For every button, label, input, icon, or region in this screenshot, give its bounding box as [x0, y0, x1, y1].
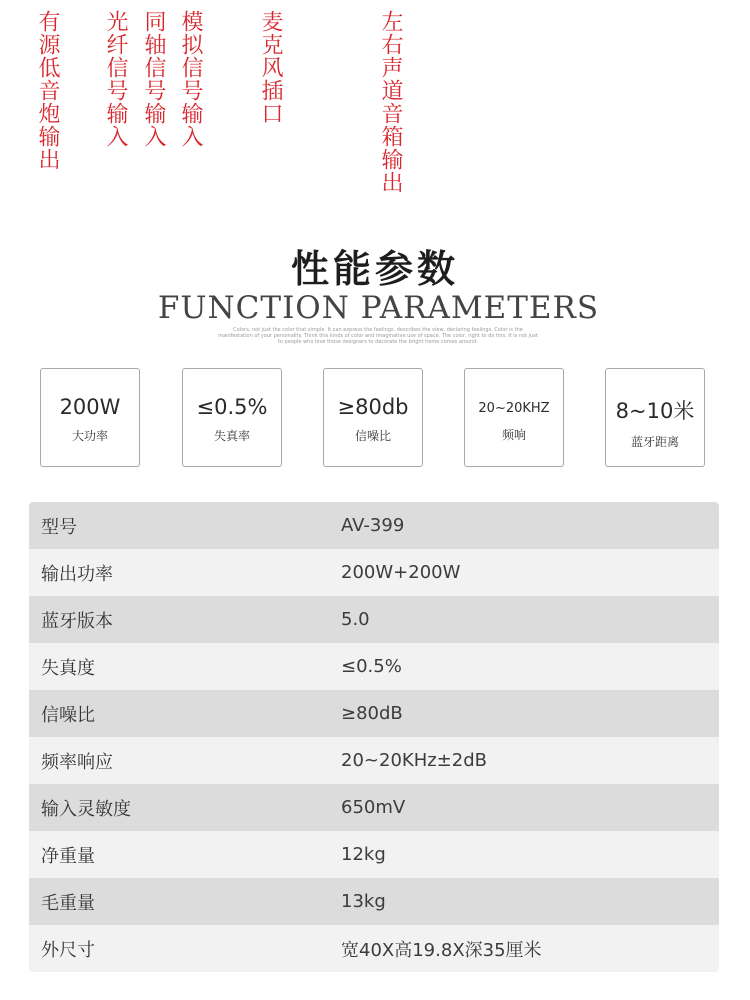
spec-value: 宽40X高19.8X深35厘米: [341, 939, 542, 961]
highlight-label: 频响: [501, 428, 526, 442]
spec-value: 200W+200W: [341, 562, 461, 583]
spec-value: 650mV: [341, 797, 406, 818]
spec-key: 信噪比: [41, 704, 95, 726]
highlight-cards: [40, 368, 710, 470]
table-row: [29, 643, 719, 690]
highlight-card-snr: [323, 368, 423, 467]
highlight-card-power: [40, 368, 140, 467]
highlight-card-frequency: [464, 368, 564, 467]
spec-key: 净重量: [41, 845, 95, 867]
highlight-value: 20~20KHZ: [478, 401, 550, 416]
section-title: 性能参数: [290, 247, 459, 291]
table-row: [29, 502, 719, 549]
spec-key: 型号: [41, 516, 77, 538]
table-row: [29, 690, 719, 737]
spec-key: 外尺寸: [41, 939, 95, 961]
spec-key: 毛重量: [41, 892, 95, 914]
port-label-lr-speaker-output: 左右声道音箱输出: [378, 10, 403, 194]
highlight-card-bluetooth-range: [605, 368, 705, 467]
highlight-label: 大功率: [71, 429, 108, 443]
table-row: [29, 737, 719, 784]
spec-table: [29, 502, 719, 972]
highlight-label: 失真率: [213, 429, 250, 443]
spec-value: 13kg: [341, 891, 386, 912]
highlight-label: 蓝牙距离: [630, 435, 679, 449]
highlight-value: 8~10米: [615, 399, 695, 423]
table-row: [29, 596, 719, 643]
highlight-value: ≤0.5%: [196, 395, 268, 419]
spec-value: 12kg: [341, 844, 386, 865]
spec-value: 20~20KHz±2dB: [341, 750, 487, 771]
highlight-value: ≥80db: [337, 395, 409, 419]
port-label-analog-input: 模拟信号输入: [178, 10, 203, 148]
spec-key: 频率响应: [41, 751, 113, 773]
highlight-card-distortion: [182, 368, 282, 467]
spec-key: 输出功率: [41, 563, 113, 585]
table-row: [29, 784, 719, 831]
table-row: [29, 831, 719, 878]
table-row: [29, 549, 719, 596]
section-subtitle: FUNCTION PARAMETERS: [157, 290, 600, 326]
port-label-optical-input: 光纤信号输入: [103, 10, 128, 148]
port-label-coaxial-input: 同轴信号输入: [141, 10, 166, 148]
highlight-value: 200W: [59, 395, 121, 419]
highlight-label: 信噪比: [354, 429, 391, 443]
spec-value: AV-399: [341, 515, 405, 536]
port-label-microphone-jack: 麦克风插口: [258, 10, 283, 125]
spec-key: 蓝牙版本: [41, 610, 113, 632]
spec-value: ≤0.5%: [341, 656, 402, 677]
spec-key: 失真度: [41, 657, 95, 679]
table-row: [29, 878, 719, 925]
spec-value: 5.0: [341, 609, 370, 630]
port-label-subwoofer-output: 有源低音炮输出: [35, 10, 60, 171]
table-row: [29, 925, 719, 972]
spec-value: ≥80dB: [341, 703, 403, 724]
decorative-fine-print: Colors, not just the color that simple. It can express the feelings, describes the view, declaring feelings. Color is the manifestation of your personality. Think this kinds of color and imaginative use of space. The color, right to do this. It is not just to people who love those designers to decorate the bright home comes around.: [218, 327, 538, 345]
spec-key: 输入灵敏度: [41, 798, 131, 820]
